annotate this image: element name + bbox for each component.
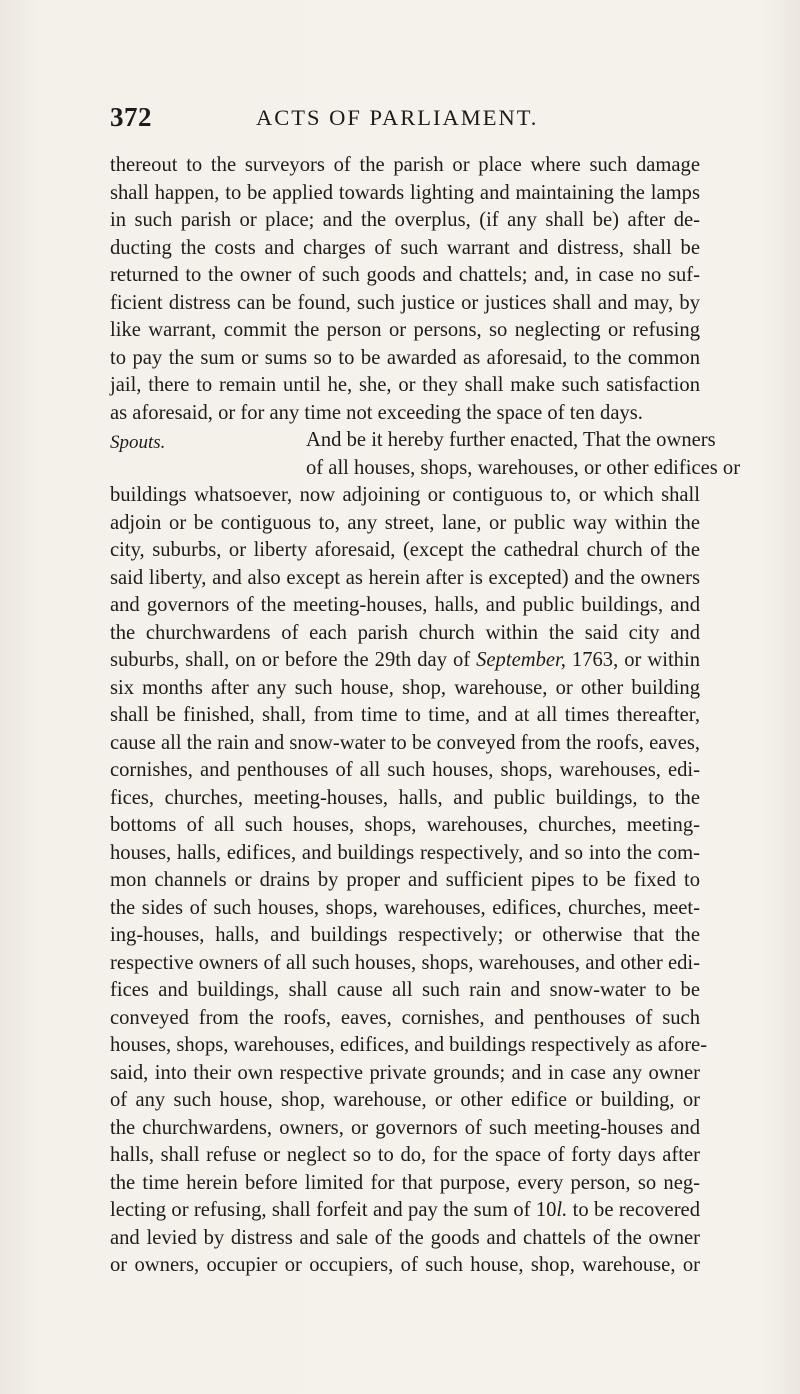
text-line-mixed	[110, 647, 700, 675]
text-line: jail, there to remain until he, she, or they shall make such satisfaction	[110, 374, 700, 396]
page-header	[110, 102, 700, 142]
text-line: said liberty, and also except as herein after is excepted) and the owners	[110, 566, 700, 589]
text-line: adjoin or be contiguous to, any street, lane, or public way within the	[110, 511, 700, 534]
text-line: halls, shall refuse or neglect so to do, for the space of forty days after	[110, 1144, 700, 1166]
text-line: and governors of the meeting-houses, halls, and public buildings, and	[110, 594, 700, 616]
text-line-mixed	[110, 1197, 700, 1225]
text-line: cornishes, and penthouses of all such houses, shops, warehouses, edi-	[110, 759, 700, 781]
text-line: shall be finished, shall, from time to time, and at all times thereafter,	[110, 704, 700, 726]
text-line: ficient distress can be found, such justice or justices shall and may, by	[110, 291, 700, 314]
italic-pound: l.	[556, 1199, 568, 1221]
text-line: the sides of such houses, shops, warehouses, edifices, churches, meet-	[110, 896, 700, 919]
text-segment: to be recovered	[572, 1199, 700, 1221]
text-line: thereout to the surveyors of the parish or place where such damage	[110, 154, 700, 176]
text-segment: 1763, or within	[571, 649, 700, 671]
text-line: six months after any such house, shop, warehouse, or other building	[110, 676, 700, 699]
text-line: fices and buildings, shall cause all such rain and snow-water to be	[110, 979, 700, 1001]
text-line: and levied by distress and sale of the goods and chattels of the owner	[110, 1226, 700, 1249]
text-line: shall happen, to be applied towards lighting and maintaining the lamps	[110, 181, 700, 204]
text-line: conveyed from the roofs, eaves, cornishes, and penthouses of such	[110, 1006, 700, 1029]
italic-month: September,	[476, 649, 566, 671]
text-line: returned to the owner of such goods and chattels; and, in case no suf-	[110, 264, 700, 286]
text-segment: lecting or refusing, shall forfeit and pay the sum of 10	[110, 1199, 557, 1221]
text-line: the time herein before limited for that purpose, every person, so neg-	[110, 1171, 700, 1194]
text-segment: suburbs, shall, on or before the 29th day of	[110, 649, 471, 671]
text-line: like warrant, commit the person or persons, so neglecting or refusing	[110, 319, 700, 341]
text-line-with-note	[110, 427, 716, 455]
text-line: respective owners of all such houses, shops, warehouses, and other edi-	[110, 951, 700, 974]
text-line: of any such house, shop, warehouse, or other edifice or building, or	[110, 1089, 700, 1111]
text-line: in such parish or place; and the overplus, (if any shall be) after de-	[110, 209, 700, 231]
text-line: mon channels or drains by proper and sufficient pipes to be fixed to	[110, 869, 700, 891]
text-line: the churchwardens, owners, or governors of such meeting-houses and	[110, 1116, 700, 1139]
paragraph-start: And be it hereby further enacted, That the owners	[306, 429, 716, 451]
text-line: bottoms of all such houses, shops, warehouses, churches, meeting-	[110, 814, 700, 836]
text-line: said, into their own respective private grounds; and in case any owner	[110, 1061, 700, 1084]
margin-note: Spouts.	[110, 432, 166, 453]
text-line: of all houses, shops, warehouses, or other edifices or	[306, 456, 741, 479]
text-line: or owners, occupier or occupiers, of such house, shop, warehouse, or	[110, 1254, 700, 1276]
text-line: ing-houses, halls, and buildings respectively; or otherwise that the	[110, 924, 700, 946]
page-number: 372	[110, 102, 152, 132]
text-line: city, suburbs, or liberty aforesaid, (except the cathedral church of the	[110, 539, 700, 561]
text-line: to pay the sum or sums so to be awarded as aforesaid, to the common	[110, 346, 700, 369]
body-text	[110, 152, 741, 1280]
text-line: the churchwardens of each parish church within the said city and	[110, 621, 700, 644]
running-head: ACTS OF PARLIAMENT.	[256, 105, 539, 130]
text-line: houses, halls, edifices, and buildings respectively, and so into the com-	[110, 841, 700, 864]
text-line: cause all the rain and snow-water to be conveyed from the roofs, eaves,	[110, 731, 700, 754]
text-line: as aforesaid, or for any time not exceeding the space of ten days.	[110, 401, 643, 424]
text-line: buildings whatsoever, now adjoining or contiguous to, or which shall	[110, 484, 700, 506]
text-line: ducting the costs and charges of such warrant and distress, shall be	[110, 236, 700, 259]
text-line: fices, churches, meeting-houses, halls, and public buildings, to the	[110, 786, 700, 809]
text-line: houses, shops, warehouses, edifices, and buildings respectively as afore-	[110, 1034, 708, 1056]
